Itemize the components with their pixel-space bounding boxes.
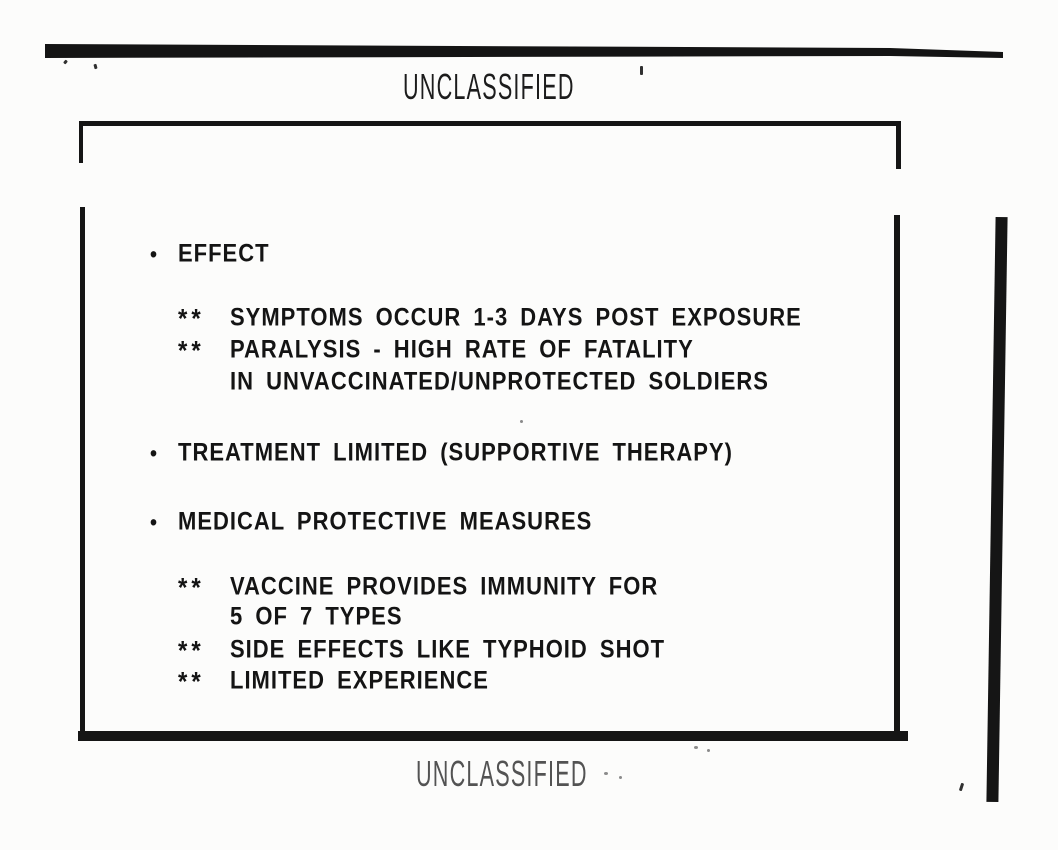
outer-frame-top-border (79, 121, 901, 126)
sub-bullet-text: PARALYSIS - HIGH RATE OF FATALITY (230, 334, 694, 363)
outer-frame-left-stub (79, 121, 83, 163)
continuation-text: 5 OF 7 TYPES (230, 601, 403, 630)
classification-banner-bottom: UNCLASSIFIED (416, 753, 588, 794)
bullet-icon: • (150, 510, 159, 535)
asterisk-marker: ** (178, 636, 205, 667)
scan-speck (694, 746, 698, 749)
bullet-text: EFFECT (178, 238, 270, 267)
asterisk-marker: ** (178, 336, 205, 367)
bullet-item (150, 439, 733, 467)
top-horizontal-rule (0, 0, 1058, 70)
bullet-text: TREATMENT LIMITED (SUPPORTIVE THERAPY) (178, 437, 733, 466)
right-vertical-scan-bar (986, 217, 1007, 802)
sub-bullet-item (178, 634, 666, 667)
asterisk-marker: ** (178, 304, 205, 335)
outer-frame-right-stub (896, 121, 901, 169)
content-box-bottom-border (78, 731, 908, 741)
content-box-right-border (894, 215, 900, 741)
continuation-line (230, 368, 769, 395)
asterisk-marker: ** (178, 573, 205, 604)
sub-bullet-text: SYMPTOMS OCCUR 1-3 DAYS POST EXPOSURE (230, 302, 802, 331)
sub-bullet-item (178, 302, 802, 335)
bullet-icon: • (150, 242, 159, 267)
scan-speck (619, 776, 622, 779)
bullet-item (150, 240, 270, 268)
scan-speck (520, 420, 523, 423)
bullet-item (150, 508, 592, 536)
scan-speck (640, 66, 643, 75)
sub-bullet-text: VACCINE PROVIDES IMMUNITY FOR (230, 571, 659, 600)
bullet-icon: • (150, 441, 159, 466)
continuation-line (230, 603, 403, 630)
sub-bullet-item (178, 334, 694, 367)
asterisk-marker: ** (178, 667, 205, 698)
scan-speck (604, 772, 608, 775)
scan-speck (707, 749, 710, 752)
sub-bullet-text: SIDE EFFECTS LIKE TYPHOID SHOT (230, 634, 666, 663)
sub-bullet-item (178, 665, 489, 698)
bullet-text: MEDICAL PROTECTIVE MEASURES (178, 506, 593, 535)
sub-bullet-text: LIMITED EXPERIENCE (230, 665, 489, 694)
scan-speck (959, 783, 964, 792)
classification-banner-top: UNCLASSIFIED (403, 66, 575, 107)
continuation-text: IN UNVACCINATED/UNPROTECTED SOLDIERS (230, 366, 769, 395)
sub-bullet-item (178, 571, 659, 604)
content-box-left-border (80, 207, 85, 741)
